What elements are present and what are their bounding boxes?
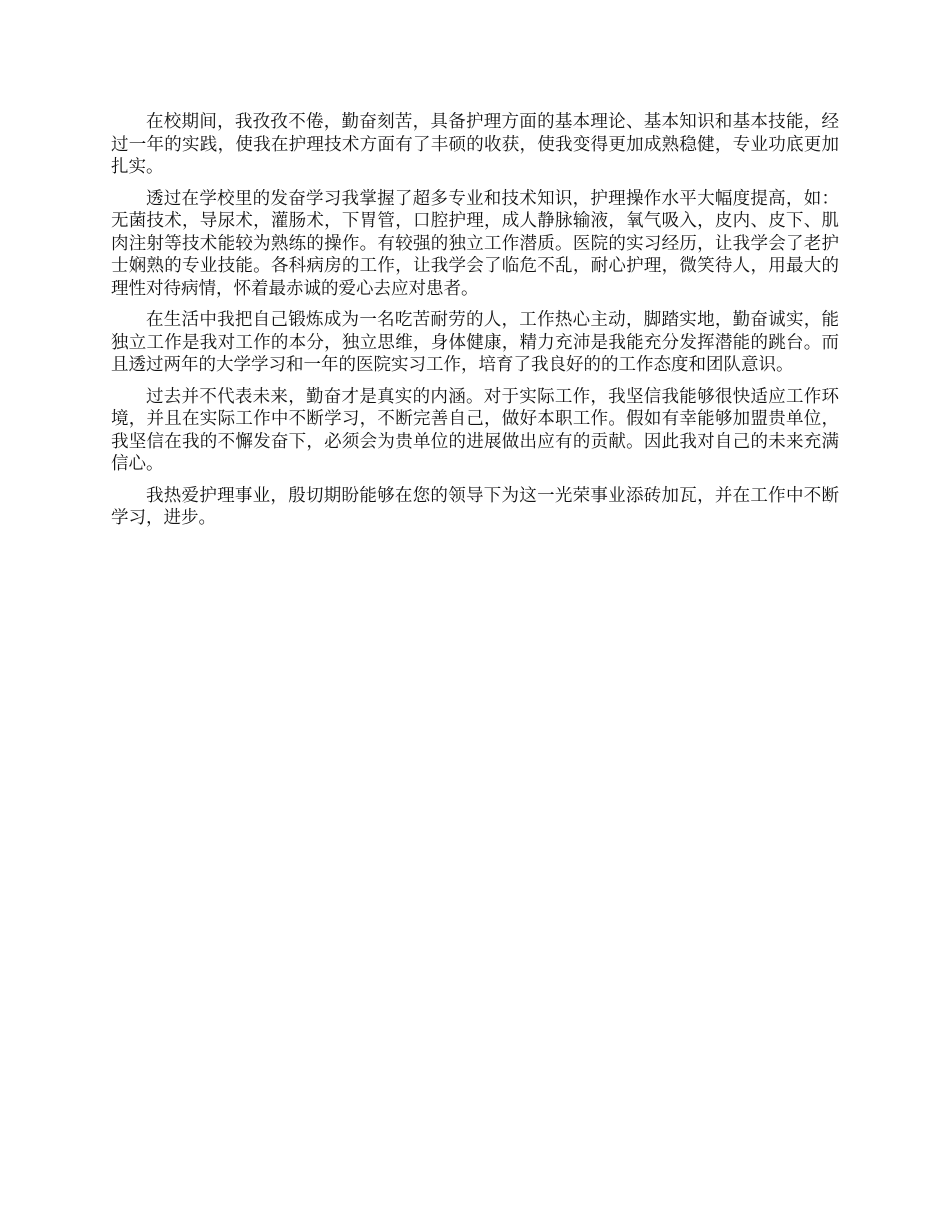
paragraph-3: 在生活中我把自己锻炼成为一名吃苦耐劳的人，工作热心主动，脚踏实地，勤奋诚实，能独立工作是我对工作的本分，独立思维，身体健康，精力充沛是我能充分发挥潜能的跳台。而且透过两年的大学学习和一年的医院实习工作，培育了我良好的的工作态度和团队意识。 (111, 310, 839, 375)
paragraph-4: 过去并不代表未来，勤奋才是真实的内涵。对于实际工作，我坚信我能够很快适应工作环境，并且在实际工作中不断学习，不断完善自己，做好本职工作。假如有幸能够加盟贵单位，我坚信在我的不懈发奋下，必须会为贵单位的进展做出应有的贡献。因此我对自己的未来充满信心。 (111, 386, 839, 474)
paragraph-5: 我热爱护理事业，殷切期盼能够在您的领导下为这一光荣事业添砖加瓦，并在工作中不断学习，进步。 (111, 485, 839, 528)
paragraph-1: 在校期间，我孜孜不倦，勤奋刻苦，具备护理方面的基本理论、基本知识和基本技能，经过一年的实践，使我在护理技术方面有了丰硕的收获，使我变得更加成熟稳健，专业功底更加扎实。 (111, 112, 839, 177)
document-body (111, 111, 839, 539)
paragraph-2: 透过在学校里的发奋学习我掌握了超多专业和技术知识，护理操作水平大幅度提高，如：无菌技术，导尿术，灌肠术，下胃管，口腔护理，成人静脉输液，氧气吸入，皮内、皮下、肌肉注射等技术能较为熟练的操作。有较强的独立工作潜质。医院的实习经历，让我学会了老护士娴熟的专业技能。各科病房的工作，让我学会了临危不乱，耐心护理，微笑待人，用最大的理性对待病情，怀着最赤诚的爱心去应对患者。 (111, 188, 839, 299)
